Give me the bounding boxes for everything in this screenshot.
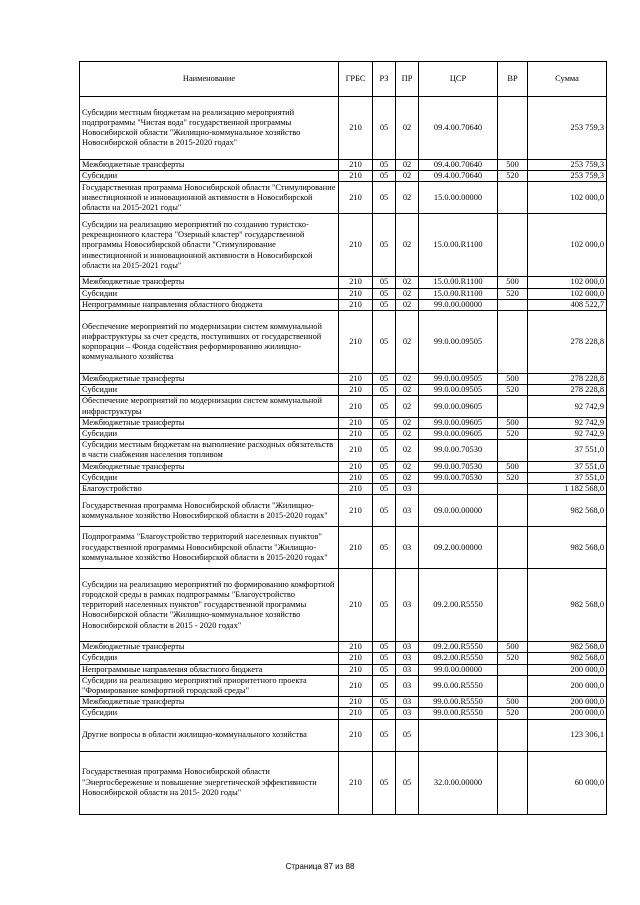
row-grbs: 210 xyxy=(339,495,373,527)
row-grbs: 210 xyxy=(339,527,373,569)
row-pr: 02 xyxy=(396,182,419,214)
row-sum: 278 228,8 xyxy=(528,385,607,396)
table-row xyxy=(80,664,607,675)
row-name: Субсидии xyxy=(80,429,339,440)
row-csr: 99.0.00.09605 xyxy=(419,429,498,440)
row-sum: 253 759,3 xyxy=(528,171,607,182)
row-sum: 982 568,0 xyxy=(528,569,607,642)
row-name: Субсидии xyxy=(80,171,339,182)
row-vr xyxy=(498,569,528,642)
row-rz: 05 xyxy=(373,495,396,527)
row-grbs: 210 xyxy=(339,97,373,160)
row-csr: 09.4.00.70640 xyxy=(419,171,498,182)
row-sum: 200 000,0 xyxy=(528,697,607,708)
row-grbs: 210 xyxy=(339,160,373,171)
row-csr: 09.2.00.00000 xyxy=(419,527,498,569)
row-grbs: 210 xyxy=(339,182,373,214)
row-grbs: 210 xyxy=(339,697,373,708)
table-row xyxy=(80,171,607,182)
row-grbs: 210 xyxy=(339,569,373,642)
table-row xyxy=(80,396,607,417)
row-name: Субсидии на реализацию мероприятий приоритетного проекта "Формирование комфортной городской среды" xyxy=(80,675,339,696)
row-rz: 05 xyxy=(373,288,396,299)
row-grbs: 210 xyxy=(339,719,373,751)
row-vr: 520 xyxy=(498,472,528,483)
header-rz: РЗ xyxy=(373,62,396,97)
row-rz: 05 xyxy=(373,472,396,483)
row-pr: 03 xyxy=(396,697,419,708)
row-csr: 09.4.00.70640 xyxy=(419,97,498,160)
row-rz: 05 xyxy=(373,675,396,696)
row-vr xyxy=(498,495,528,527)
row-sum: 92 742,9 xyxy=(528,417,607,428)
row-rz: 05 xyxy=(373,664,396,675)
row-grbs: 210 xyxy=(339,374,373,385)
row-vr: 520 xyxy=(498,429,528,440)
row-sum: 200 000,0 xyxy=(528,675,607,696)
row-csr: 99.0.00.70530 xyxy=(419,440,498,461)
row-pr: 02 xyxy=(396,171,419,182)
row-vr: 520 xyxy=(498,288,528,299)
row-grbs: 210 xyxy=(339,472,373,483)
row-sum: 92 742,9 xyxy=(528,429,607,440)
row-csr: 99.0.00.R5550 xyxy=(419,708,498,719)
row-rz: 05 xyxy=(373,429,396,440)
row-vr: 520 xyxy=(498,653,528,664)
row-sum: 982 568,0 xyxy=(528,527,607,569)
row-grbs: 210 xyxy=(339,277,373,288)
row-rz: 05 xyxy=(373,697,396,708)
row-csr: 09.4.00.70640 xyxy=(419,160,498,171)
row-pr: 02 xyxy=(396,160,419,171)
row-csr: 15.0.00.R1100 xyxy=(419,277,498,288)
row-csr: 99.0.00.09505 xyxy=(419,311,498,374)
row-csr: 99.0.00.70530 xyxy=(419,461,498,472)
row-vr xyxy=(498,675,528,696)
header-pr: ПР xyxy=(396,62,419,97)
table-row xyxy=(80,461,607,472)
row-name: Непрограммные направления областного бюджета xyxy=(80,664,339,675)
row-name: Межбюджетные трансферты xyxy=(80,374,339,385)
row-pr: 02 xyxy=(396,299,419,310)
row-sum: 200 000,0 xyxy=(528,664,607,675)
row-sum: 37 551,0 xyxy=(528,461,607,472)
row-vr: 500 xyxy=(498,642,528,653)
row-vr xyxy=(498,527,528,569)
row-name: Подпрограмма "Благоустройство территорий населенных пунктов" государственной программы Новосибирской области "Жилищно-коммунальное хозяйство Новосибирской области в 2015-2020 годах" xyxy=(80,527,339,569)
row-rz: 05 xyxy=(373,440,396,461)
row-pr: 02 xyxy=(396,214,419,277)
row-name: Обеспечение мероприятий по модернизации систем коммунальной инфраструктуры за счет средств, поступивших от государственной корпорации – Фонда содействия реформированию жилищно-коммунального хозяйства xyxy=(80,311,339,374)
table-body xyxy=(80,97,607,815)
row-pr: 02 xyxy=(396,429,419,440)
row-grbs: 210 xyxy=(339,311,373,374)
row-grbs: 210 xyxy=(339,440,373,461)
row-pr: 03 xyxy=(396,484,419,495)
row-rz: 05 xyxy=(373,708,396,719)
row-grbs: 210 xyxy=(339,675,373,696)
row-vr: 500 xyxy=(498,160,528,171)
row-pr: 03 xyxy=(396,675,419,696)
row-rz: 05 xyxy=(373,214,396,277)
row-vr: 500 xyxy=(498,697,528,708)
row-pr: 02 xyxy=(396,97,419,160)
row-sum: 200 000,0 xyxy=(528,708,607,719)
row-csr xyxy=(419,484,498,495)
row-grbs: 210 xyxy=(339,708,373,719)
table-row xyxy=(80,472,607,483)
row-rz: 05 xyxy=(373,569,396,642)
table-row xyxy=(80,527,607,569)
table-row xyxy=(80,417,607,428)
row-rz: 05 xyxy=(373,299,396,310)
row-pr: 02 xyxy=(396,440,419,461)
row-pr: 02 xyxy=(396,288,419,299)
row-csr: 99.0.00.00000 xyxy=(419,664,498,675)
row-grbs: 210 xyxy=(339,429,373,440)
row-grbs: 210 xyxy=(339,396,373,417)
row-csr: 09.2.00.R5550 xyxy=(419,653,498,664)
row-name: Субсидии местным бюджетам на реализацию мероприятий подпрограммы "Чистая вода" государственной программы Новосибирской области "Жилищно-коммунальное хозяйство Новосибирской области в 2015-2020 годах" xyxy=(80,97,339,160)
table-row xyxy=(80,495,607,527)
row-rz: 05 xyxy=(373,311,396,374)
row-sum: 278 228,8 xyxy=(528,311,607,374)
row-rz: 05 xyxy=(373,396,396,417)
row-vr: 500 xyxy=(498,461,528,472)
row-name: Субсидии xyxy=(80,385,339,396)
row-grbs: 210 xyxy=(339,751,373,814)
row-name: Субсидии xyxy=(80,653,339,664)
row-grbs: 210 xyxy=(339,385,373,396)
row-rz: 05 xyxy=(373,182,396,214)
row-name: Межбюджетные трансферты xyxy=(80,417,339,428)
row-name: Межбюджетные трансферты xyxy=(80,642,339,653)
table-row xyxy=(80,214,607,277)
table-row xyxy=(80,182,607,214)
row-name: Субсидии xyxy=(80,708,339,719)
row-sum: 253 759,3 xyxy=(528,160,607,171)
row-pr: 05 xyxy=(396,751,419,814)
row-vr xyxy=(498,214,528,277)
row-rz: 05 xyxy=(373,527,396,569)
row-csr: 99.0.00.09605 xyxy=(419,417,498,428)
table-row xyxy=(80,675,607,696)
row-grbs: 210 xyxy=(339,171,373,182)
table-row xyxy=(80,160,607,171)
row-rz: 05 xyxy=(373,277,396,288)
row-vr xyxy=(498,664,528,675)
table-row xyxy=(80,277,607,288)
row-vr: 500 xyxy=(498,417,528,428)
row-pr: 02 xyxy=(396,396,419,417)
row-csr: 15.0.00.R1100 xyxy=(419,214,498,277)
row-sum: 253 759,3 xyxy=(528,97,607,160)
row-name: Межбюджетные трансферты xyxy=(80,461,339,472)
header-grbs: ГРБС xyxy=(339,62,373,97)
row-vr xyxy=(498,396,528,417)
row-rz: 05 xyxy=(373,653,396,664)
row-pr: 03 xyxy=(396,527,419,569)
row-rz: 05 xyxy=(373,484,396,495)
row-grbs: 210 xyxy=(339,214,373,277)
row-name: Субсидии местным бюджетам на выполнение расходных обязательств в части снабжения населения топливом xyxy=(80,440,339,461)
row-sum: 92 742,9 xyxy=(528,396,607,417)
row-name: Субсидии на реализацию мероприятий по созданию туристско-рекреационного кластера "Озерный кластер" государственной программы Новосибирской области "Стимулирование инвестиционной и инновационной активности в Новосибирской области на 2015-2021 годы" xyxy=(80,214,339,277)
row-name: Межбюджетные трансферты xyxy=(80,160,339,171)
row-name: Субсидии xyxy=(80,472,339,483)
row-vr: 520 xyxy=(498,171,528,182)
row-pr: 02 xyxy=(396,417,419,428)
table-row xyxy=(80,385,607,396)
row-grbs: 210 xyxy=(339,299,373,310)
row-rz: 05 xyxy=(373,751,396,814)
row-name: Другие вопросы в области жилищно-коммунального хозяйства xyxy=(80,719,339,751)
row-name: Межбюджетные трансферты xyxy=(80,277,339,288)
row-pr: 02 xyxy=(396,311,419,374)
row-grbs: 210 xyxy=(339,653,373,664)
row-vr xyxy=(498,484,528,495)
row-pr: 03 xyxy=(396,569,419,642)
table-row xyxy=(80,653,607,664)
header-csr: ЦСР xyxy=(419,62,498,97)
row-sum: 37 551,0 xyxy=(528,440,607,461)
row-sum: 278 228,8 xyxy=(528,374,607,385)
row-pr: 02 xyxy=(396,472,419,483)
row-pr: 03 xyxy=(396,664,419,675)
row-name: Благоустройство xyxy=(80,484,339,495)
row-name: Субсидии xyxy=(80,288,339,299)
table-row xyxy=(80,719,607,751)
row-grbs: 210 xyxy=(339,417,373,428)
row-grbs: 210 xyxy=(339,642,373,653)
row-grbs: 210 xyxy=(339,461,373,472)
row-rz: 05 xyxy=(373,385,396,396)
row-pr: 03 xyxy=(396,708,419,719)
table-row xyxy=(80,642,607,653)
row-csr: 09.2.00.R5550 xyxy=(419,569,498,642)
row-name: Государственная программа Новосибирской области "Стимулирование инвестиционной и инновационной активности в Новосибирской области на 2015-2021 годы" xyxy=(80,182,339,214)
row-vr xyxy=(498,751,528,814)
row-pr: 03 xyxy=(396,653,419,664)
row-name: Непрограммные направления областного бюджета xyxy=(80,299,339,310)
row-pr: 03 xyxy=(396,642,419,653)
table-row xyxy=(80,299,607,310)
row-vr: 500 xyxy=(498,374,528,385)
row-vr xyxy=(498,311,528,374)
row-csr: 09.2.00.R5550 xyxy=(419,642,498,653)
row-grbs: 210 xyxy=(339,664,373,675)
row-sum: 102 000,0 xyxy=(528,288,607,299)
row-sum: 982 568,0 xyxy=(528,653,607,664)
row-csr: 09.0.00.00000 xyxy=(419,495,498,527)
row-csr: 99.0.00.09605 xyxy=(419,396,498,417)
row-vr xyxy=(498,182,528,214)
table-row xyxy=(80,374,607,385)
row-pr: 03 xyxy=(396,495,419,527)
table-header-row xyxy=(80,62,607,97)
row-pr: 02 xyxy=(396,277,419,288)
row-csr: 99.0.00.09505 xyxy=(419,374,498,385)
row-csr xyxy=(419,719,498,751)
row-sum: 102 000,0 xyxy=(528,277,607,288)
row-rz: 05 xyxy=(373,642,396,653)
row-vr: 500 xyxy=(498,277,528,288)
table-row xyxy=(80,311,607,374)
row-grbs: 210 xyxy=(339,484,373,495)
row-name: Государственная программа Новосибирской области "Энергосбережение и повышение энергетической эффективности Новосибирской области на 2015- 2020 годы" xyxy=(80,751,339,814)
row-vr xyxy=(498,97,528,160)
row-pr: 02 xyxy=(396,461,419,472)
row-csr: 15.0.00.R1100 xyxy=(419,288,498,299)
row-sum: 60 000,0 xyxy=(528,751,607,814)
row-pr: 02 xyxy=(396,374,419,385)
table-row xyxy=(80,708,607,719)
row-pr: 02 xyxy=(396,385,419,396)
row-csr: 99.0.00.R5550 xyxy=(419,697,498,708)
row-pr: 05 xyxy=(396,719,419,751)
row-name: Межбюджетные трансферты xyxy=(80,697,339,708)
header-vr: ВР xyxy=(498,62,528,97)
row-rz: 05 xyxy=(373,374,396,385)
row-rz: 05 xyxy=(373,171,396,182)
row-vr: 520 xyxy=(498,385,528,396)
row-sum: 982 568,0 xyxy=(528,642,607,653)
row-csr: 15.0.00.00000 xyxy=(419,182,498,214)
row-csr: 99.0.00.09505 xyxy=(419,385,498,396)
row-rz: 05 xyxy=(373,461,396,472)
row-vr xyxy=(498,299,528,310)
row-rz: 05 xyxy=(373,417,396,428)
table-row xyxy=(80,569,607,642)
page-number: Страница 87 из 88 xyxy=(285,862,355,871)
budget-table xyxy=(79,61,607,815)
row-vr xyxy=(498,440,528,461)
row-vr xyxy=(498,719,528,751)
header-name: Наименование xyxy=(80,62,339,97)
table-row xyxy=(80,484,607,495)
row-sum: 982 568,0 xyxy=(528,495,607,527)
row-sum: 1 182 568,0 xyxy=(528,484,607,495)
header-sum: Сумма xyxy=(528,62,607,97)
row-name: Обеспечение мероприятий по модернизации систем коммунальной инфраструктуры xyxy=(80,396,339,417)
row-vr: 520 xyxy=(498,708,528,719)
row-csr: 99.0.00.00000 xyxy=(419,299,498,310)
row-name: Субсидии на реализацию мероприятий по формированию комфортной городской среды в рамках подпрограммы "Благоустройство территорий населенных пунктов" государственной программы Новосибирской области "Жилищно-коммунальное хозяйство Новосибирской области в 2015 - 2020 годах" xyxy=(80,569,339,642)
row-csr: 99.0.00.70530 xyxy=(419,472,498,483)
row-name: Государственная программа Новосибирской области "Жилищно-коммунальное хозяйство Новосибирской области в 2015-2020 годах" xyxy=(80,495,339,527)
row-rz: 05 xyxy=(373,97,396,160)
row-sum: 37 551,0 xyxy=(528,472,607,483)
table-row xyxy=(80,288,607,299)
row-rz: 05 xyxy=(373,719,396,751)
row-sum: 408 522,7 xyxy=(528,299,607,310)
row-sum: 123 306,1 xyxy=(528,719,607,751)
row-csr: 99.0.00.R5550 xyxy=(419,675,498,696)
table-row xyxy=(80,697,607,708)
row-csr: 32.0.00.00000 xyxy=(419,751,498,814)
table-row xyxy=(80,97,607,160)
row-sum: 102 000,0 xyxy=(528,182,607,214)
table-row xyxy=(80,751,607,814)
row-sum: 102 000,0 xyxy=(528,214,607,277)
table-row xyxy=(80,440,607,461)
row-grbs: 210 xyxy=(339,288,373,299)
row-rz: 05 xyxy=(373,160,396,171)
table-row xyxy=(80,429,607,440)
